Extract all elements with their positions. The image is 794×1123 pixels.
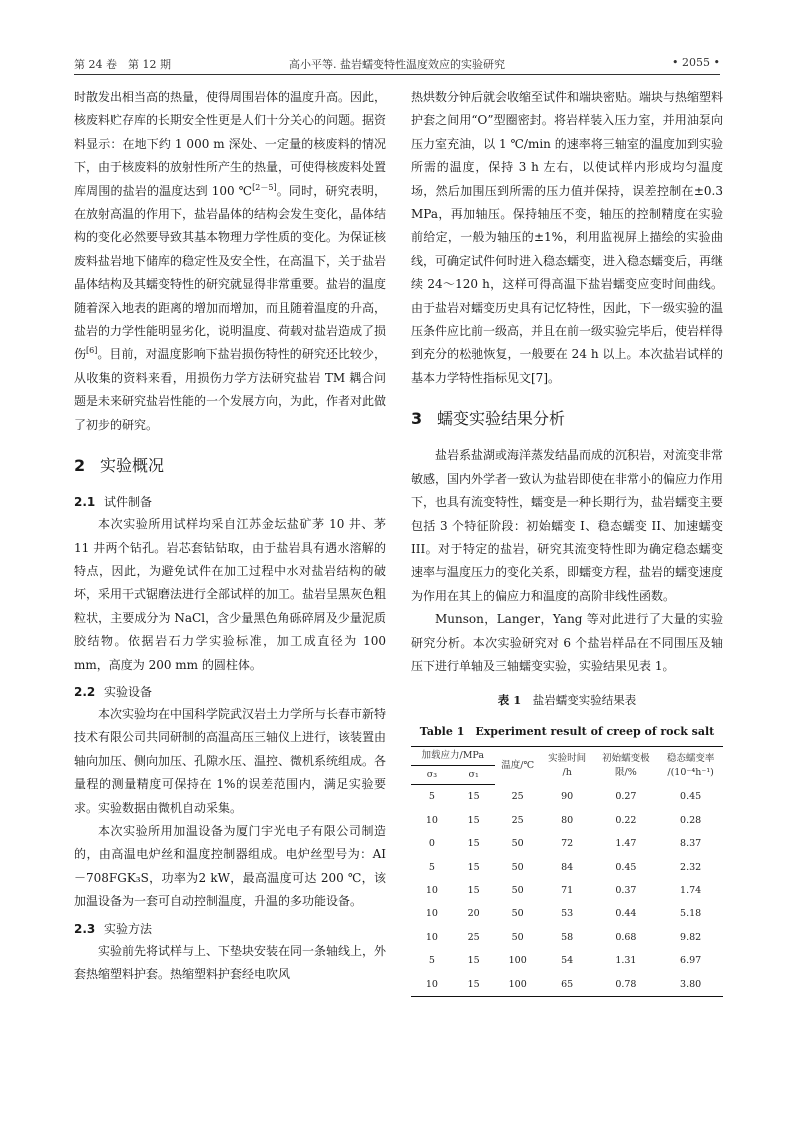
table-cell: 15 [467,861,480,873]
table-cell: 58 [561,931,574,943]
paragraph-method: 实验前先将试样与上、下垫块安装在同一条轴线上，外套热缩塑料护套。热缩塑料护套经电吹风 [74,943,387,981]
col-temperature: 温度/℃ [495,747,541,785]
col-sigma3: σ₃ [411,766,453,785]
table-cell: 100 [495,973,541,997]
table-cell: 0.68 [615,931,637,943]
journal-volume-issue: 第 24 卷 第 12 期 [74,58,171,71]
table-cell: 20 [467,908,480,920]
table-cell: 25 [467,931,480,943]
table-cell: 84 [561,861,574,873]
col-test-time: 实验时间 /h [541,747,594,785]
table-row [411,949,723,972]
paragraph-equipment: 本次实验均在中国科学院武汉岩土力学所与长春市新特技术有限公司共同研制的高温高压三轴仪上进行，该装置由轴向加压、侧向加压、孔隙水压、温控、微机系统组成。各量程的测量精度可保持在 1%的误差范围内，满足实验要求。实验数据由微机自动采集。 [74,706,387,815]
col-initial-creep-limit: 初始蠕变极 限/% [594,747,659,785]
table-row [411,902,723,925]
table-cell: 8.37 [680,838,702,850]
table-cell: 50 [511,861,524,873]
table-row [411,926,723,949]
intro-paragraph: 时散发出相当高的热量，使得周围岩体的温度升高。因此，核废料贮存库的长期安全性更是人们十分关心的问题。据资料显示：在地下约 1 000 m 深处、一定量的核废料的情况下，由于核废料的放射性所产生的热量，可使得核废料处置库周围的盐岩的温度达到 100 ℃[2－5]。同时，研究表明，在放射高温的作用下，盐岩晶体的结构会发生变化，晶体结构的变化必然要导致其基本物理力学性质的变化。为保证核废料盐岩地下储库的稳定性及安全性，在高温下，关于盐岩晶体结构及其蠕变特性的研究就显得非常重要。盐岩的温度随着深入地表的距离的增加而增加，而且随着温度的升高，盐岩的力学性能明显劣化，说明温度、荷载对盐岩造成了损伤[6]。目前，对温度影响下盐岩损伤特性的研究还比较少，从收集的资料来看，用损伤力学方法研究盐岩 TM 耦合问题是未来研究盐岩性能的一个发展方向，为此，作者对此做了初步的研究。 [74,90,387,432]
table-cell: 80 [561,814,574,826]
table-row [411,809,723,832]
col-sigma1: σ₁ [453,766,495,785]
running-title: 高小平等. 盐岩蠕变特性温度效应的实验研究 [289,58,505,71]
paragraph-specimen-prep: 本次实验所用试样均采自江苏金坛盐矿茅 10 井、茅 11 井两个钻孔。岩芯套钻钻取，由于盐岩具有遇水溶解的特点，因此，为避免试件在加工过程中水对盐岩结构的破坏，采用干式锯磨法进行全部试样的加工。盐岩呈黑灰色粗粒状，主要成分为 NaCl，含少量黑色角砾碎屑及少量泥质胶结物。依据岩石力学实验标准，加工成直径为 100 mm，高度为 200 mm 的圆柱体。 [74,517,387,672]
table-cell: 25 [511,814,524,826]
table-cell: 15 [467,838,480,850]
table-cell: 6.97 [680,955,702,967]
paragraph-creep-analysis: 盐岩系盐湖或海洋蒸发结晶而成的沉积岩，对流变非常敏感，国内外学者一致认为盐岩即使在非常小的偏应力作用下，也具有流变特性，蠕变是一种长期行为，盐岩蠕变主要包括 3 个特征阶段：初始蠕变 I、稳态蠕变 II、加速蠕变 III。对于特定的盐岩，研究其流变特性即为确定稳态蠕变速率与温度压力的变化关系，即蠕变方程，盐岩的蠕变速度为作用在其上的偏应力和温度的高阶非线性函数。 [411,448,724,603]
table-cell: 1.47 [615,838,637,850]
table-caption-cn: 表 1 盐岩蠕变实验结果表 [497,693,637,708]
subsection-heading-2-1: 2.1 试件制备 [74,495,153,510]
paragraph-heating-device: 本次实验所用加温设备为厦门宇光电子有限公司制造的，由高温电炉丝和温度控制器组成。电炉丝型号为：AI－708FGK₃S，功率为2 kW，最高温度可达 200 ℃，该加温设备为一套可自动控制温度，升温的多功能设备。 [74,823,386,909]
table-cell: 54 [561,955,574,967]
table-cell: 65 [541,973,594,997]
table-cell: 0.37 [615,884,637,896]
table-cell: 5 [428,955,435,967]
page-number: • 2055 • [672,56,720,69]
table-cell: 71 [561,884,574,896]
table-cell: 0.45 [680,791,702,803]
table-cell: 1.74 [680,884,702,896]
table-cell: 50 [511,884,524,896]
table-cell: 72 [561,838,574,850]
paragraph-method-continued: 热烘数分钟后就会收缩至试件和端块密贴。端块与热缩塑料护套之间用“O”型圈密封。将岩样装入压力室，并用油泵向压力室充油，以 1 ℃/min 的速率将三轴室的温度加到实验所需的温度，保持 3 h 左右，以使试样内形成均匀温度场，然后加围压到所需的压力值并保持，误差控制在±0.3 MPa，再加轴压。保持轴压不变，轴压的控制精度在实验前给定，一般为轴压的±1%，利用监视屏上描绘的实验曲线，可确定试件何时进入稳态蠕变，进入稳态蠕变后，再继续 24～120 h，这样可得高温下盐岩蠕变应变时间曲线。由于盐岩对蠕变历史具有记忆特性，因此，下一级实验的温压条件应比前一级高，并且在前一级实验完毕后，使岩样得到充分的松驰恢复，一般要在 24 h 以上。本次盐岩试样的基本力学特性指标见文[7]。 [411,90,724,385]
table-cell: 50 [511,931,524,943]
section-heading-2: 2 实验概况 [74,456,165,476]
table-caption-en: Table 1 Experiment result of creep of rock salt [419,725,715,739]
table-cell: 5 [428,861,435,873]
table-cell: 50 [511,838,524,850]
table-cell: 10 [425,814,438,826]
left-column [74,86,386,986]
running-header [74,56,720,74]
table-cell: 15 [467,814,480,826]
paragraph-experiment-summary: Munson，Langer，Yang 等对此进行了大量的实验研究分析。本次实验研究对 6 个盐岩样品在不同围压及轴压下进行单轴及三轴蠕变实验，实验结果见表 1。 [411,612,723,673]
citation: [2－5] [252,182,277,192]
subsection-heading-2-2: 2.2 实验设备 [74,684,153,699]
table-cell: 0.22 [615,814,637,826]
table-cell: 0.28 [680,814,702,826]
table-cell: 90 [561,791,574,803]
table-cell: 15 [467,791,480,803]
table-cell: 5 [428,791,435,803]
section-heading-3: 3 蠕变实验结果分析 [411,409,566,429]
table-cell: 10 [411,973,453,997]
table-cell: 10 [425,931,438,943]
table-cell: 3.80 [658,973,723,997]
table-cell: 50 [511,908,524,920]
subsection-heading-2-3: 2.3 实验方法 [74,921,153,936]
creep-results-table [411,746,723,997]
right-column [411,86,723,997]
table-cell: 9.82 [680,931,702,943]
table-cell: 0.27 [615,791,637,803]
table-row [411,879,723,902]
table-cell: 10 [425,908,438,920]
table-cell: 1.31 [615,955,637,967]
header-rule [74,74,720,75]
table-row [411,856,723,879]
table-cell: 15 [453,973,495,997]
table-cell: 10 [425,884,438,896]
table-row [411,832,723,855]
table-cell: 100 [508,955,527,967]
table-cell: 0.78 [594,973,659,997]
col-group-load-stress: 加载应力/MPa [411,747,495,766]
table-cell: 5.18 [680,908,702,920]
table-row [411,785,723,809]
col-steady-creep-rate: 稳态蠕变率 /(10⁻⁴h⁻¹) [658,747,723,785]
table-cell: 0.44 [615,908,637,920]
table-cell: 15 [467,884,480,896]
table-cell: 53 [561,908,574,920]
table-cell: 25 [511,791,524,803]
table-cell: 2.32 [680,861,702,873]
citation: [6] [86,346,98,356]
table-row [411,973,723,997]
table-cell: 15 [467,955,480,967]
table-cell: 0.45 [615,861,637,873]
table-cell: 0 [428,838,435,850]
